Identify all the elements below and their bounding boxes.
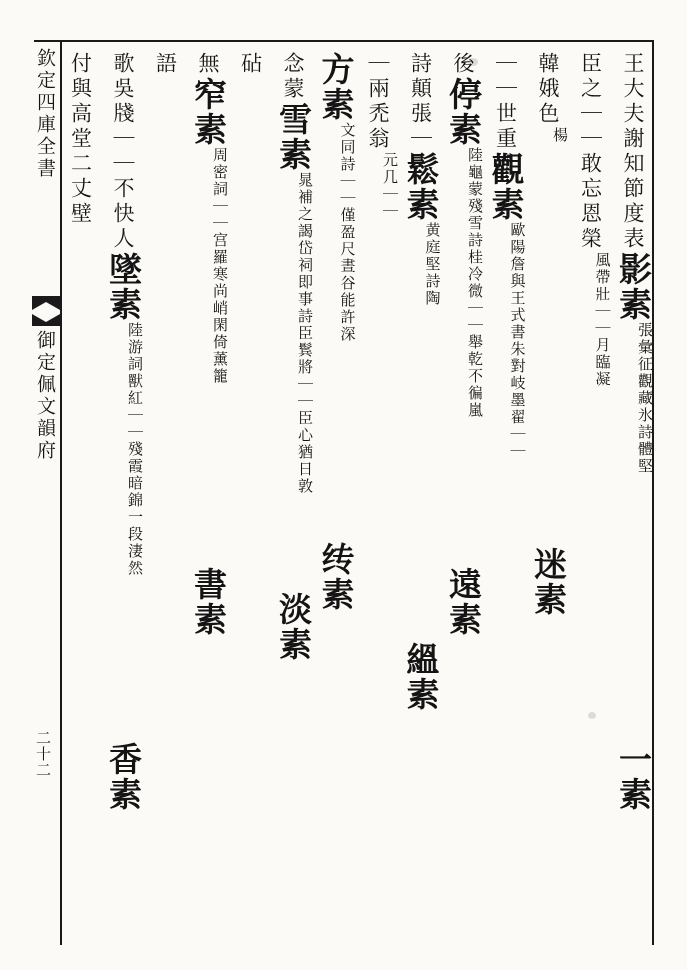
annotation: 楊 xyxy=(551,127,569,144)
headword: 遠素 xyxy=(444,567,483,637)
text-column xyxy=(315,52,357,942)
margin-book-title: 欽定四庫全書 xyxy=(34,48,56,180)
annotation: 晁補之謁岱祠即事詩臣鬂將｜｜臣心猶日敦 xyxy=(296,172,314,495)
headword: 影素 xyxy=(614,252,653,322)
annotation: 陸龜蒙殘雪詩桂冷微｜｜舉乾不徧嵐 xyxy=(466,147,484,419)
headword: 方素 xyxy=(316,52,356,122)
annotation: 風帶壯｜｜月臨凝 xyxy=(593,252,612,388)
body-text: 後 xyxy=(451,52,475,77)
margin-volume-title: 御定佩文韻府 xyxy=(34,330,56,462)
paper-stain xyxy=(468,58,478,66)
body-text: 念蒙 xyxy=(281,52,305,102)
text-column xyxy=(485,52,527,942)
headword: 書素 xyxy=(189,567,228,637)
text-column xyxy=(60,52,102,942)
text-column xyxy=(357,52,399,942)
body-text: 歌吳牋｜｜不快人 xyxy=(111,52,135,252)
headword: 觀素 xyxy=(486,152,526,222)
body-text: 王大夫謝知節度表 xyxy=(621,52,645,252)
body-text: 付與高堂二丈壁 xyxy=(68,52,93,227)
headword: 䌸素 xyxy=(316,542,356,612)
body-text: 語 xyxy=(153,52,178,77)
headword: 雪素 xyxy=(274,102,313,172)
text-column xyxy=(102,52,144,942)
text-column xyxy=(145,52,187,942)
text-column xyxy=(187,52,229,942)
headword: 迷素 xyxy=(529,547,568,617)
body-text: 臣之｜｜敢忘恩榮 xyxy=(578,52,603,252)
headword: 鬆素 xyxy=(401,152,441,222)
paper-stain xyxy=(588,712,596,719)
text-column xyxy=(230,52,272,942)
body-text: 韓娥色 xyxy=(536,52,560,127)
frame-top-border xyxy=(34,40,654,42)
headword: 縕素 xyxy=(401,642,441,712)
annotation: 陸游詞獸紅｜｜殘霞暗錦一段淒然 xyxy=(126,322,144,577)
headword: 一素 xyxy=(614,742,653,812)
headword: 停素 xyxy=(444,77,483,147)
headword: 墜素 xyxy=(104,252,143,322)
annotation: 周密詞｜｜宫羅寒尚峭閑倚薰籠 xyxy=(211,147,229,385)
annotation: 文同詩｜｜僅盈尺晝谷能許深 xyxy=(338,122,357,343)
annotation: 張彙征觀藏氷詩體堅 xyxy=(636,322,654,475)
annotation: 歐陽詹與王式書朱對岐墨翟｜｜ xyxy=(508,222,527,460)
body-text: 詩顛張｜ xyxy=(408,52,433,152)
text-column xyxy=(442,52,484,942)
headword: 窄素 xyxy=(189,77,228,147)
body-text: 砧 xyxy=(238,52,263,77)
body-text: 無 xyxy=(196,52,220,77)
headword: 香素 xyxy=(104,742,143,812)
fishtail-ornament-icon xyxy=(30,292,62,330)
text-column xyxy=(272,52,314,942)
text-column xyxy=(612,52,654,942)
page-number: 二十二 xyxy=(34,730,52,778)
text-column xyxy=(570,52,612,942)
body-text: ｜兩禿翁 xyxy=(366,52,390,152)
annotation: 元几｜｜ xyxy=(381,152,399,220)
body-text: ｜｜世重 xyxy=(493,52,518,152)
headword: 淡素 xyxy=(274,592,313,662)
annotation: 黄庭堅詩陶 xyxy=(423,222,442,307)
text-column xyxy=(527,52,569,942)
text-column xyxy=(400,52,442,942)
